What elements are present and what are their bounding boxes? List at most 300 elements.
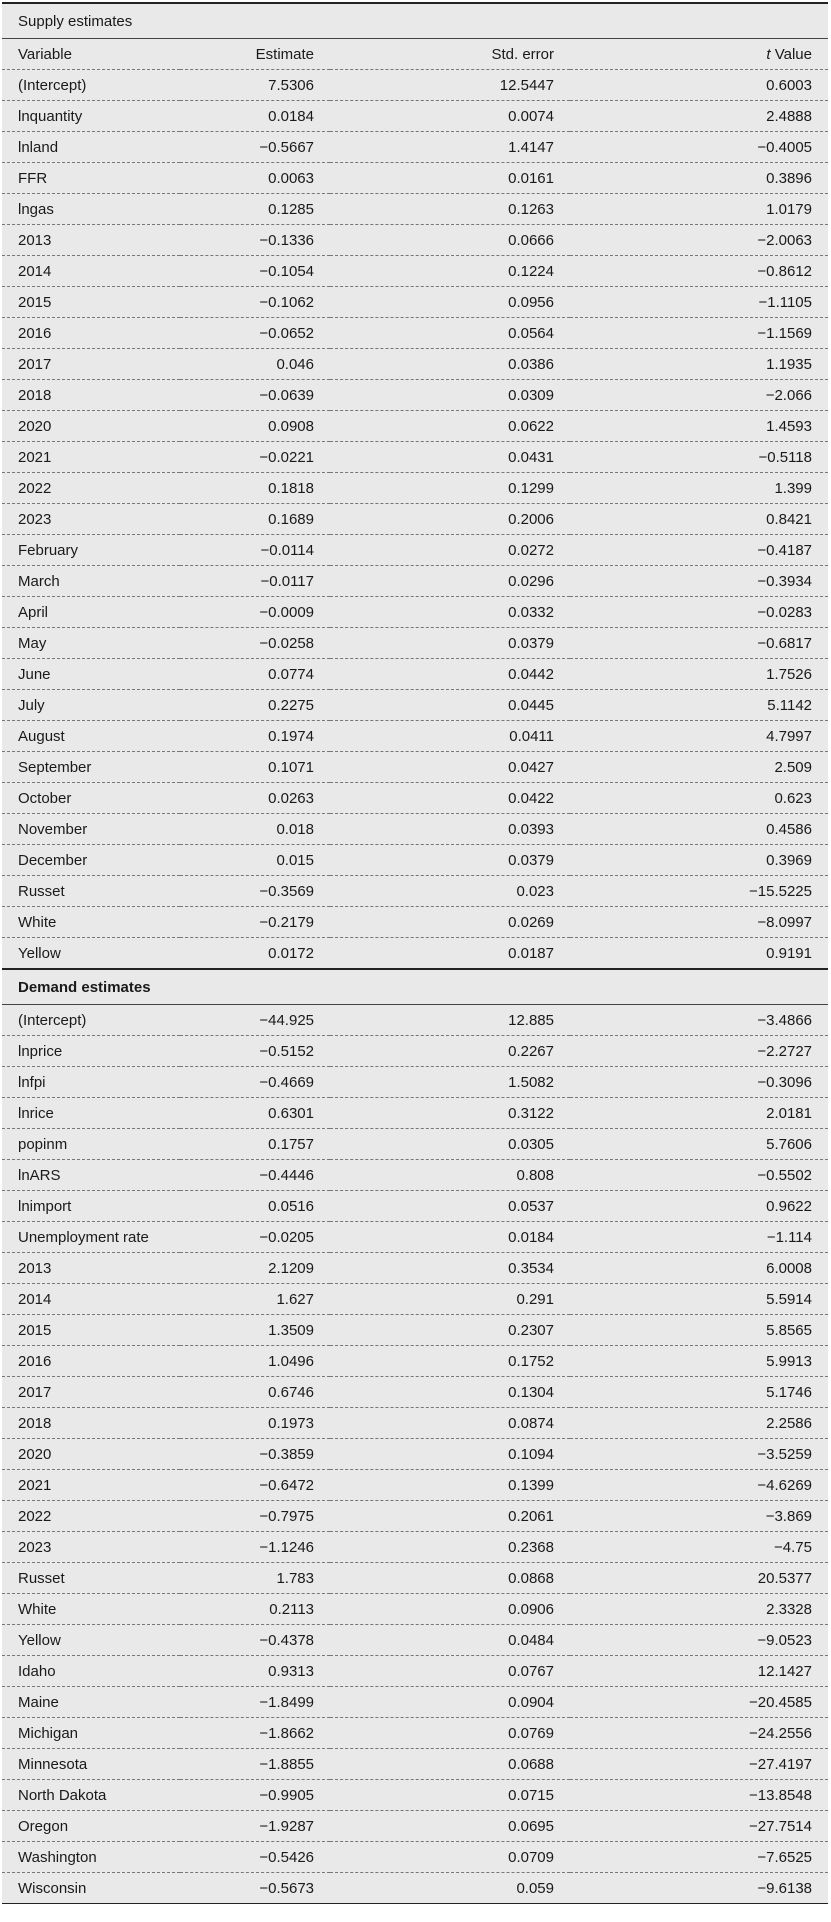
std-error-cell: 0.1263 (330, 194, 570, 225)
estimate-cell: −0.0652 (180, 318, 330, 349)
variable-cell: 2016 (2, 318, 180, 349)
std-error-cell: 0.2267 (330, 1036, 570, 1067)
t-value-cell: −15.5225 (570, 876, 828, 907)
std-error-cell: 0.808 (330, 1160, 570, 1191)
std-error-cell: 1.4147 (330, 132, 570, 163)
variable-cell: FFR (2, 163, 180, 194)
demand-row (2, 1811, 828, 1842)
std-error-cell: 0.0379 (330, 628, 570, 659)
t-value-cell: −2.0063 (570, 225, 828, 256)
t-value-cell: −2.066 (570, 380, 828, 411)
std-error-cell: 0.0269 (330, 907, 570, 938)
supply-row (2, 628, 828, 659)
estimate-cell: −1.9287 (180, 1811, 330, 1842)
t-value-cell: −1.1569 (570, 318, 828, 349)
estimate-cell: −0.0205 (180, 1222, 330, 1253)
estimate-cell: −0.9905 (180, 1780, 330, 1811)
estimate-cell: 0.1818 (180, 473, 330, 504)
supply-row (2, 318, 828, 349)
std-error-cell: 0.0305 (330, 1129, 570, 1160)
variable-cell: White (2, 907, 180, 938)
std-error-cell: 0.291 (330, 1284, 570, 1315)
demand-row (2, 1160, 828, 1191)
std-error-cell: 0.0537 (330, 1191, 570, 1222)
std-error-cell: 0.0709 (330, 1842, 570, 1873)
variable-cell: May (2, 628, 180, 659)
supply-row (2, 256, 828, 287)
estimate-cell: −1.8499 (180, 1687, 330, 1718)
estimate-cell: 0.1285 (180, 194, 330, 225)
demand-row (2, 1284, 828, 1315)
estimate-cell: −0.1336 (180, 225, 330, 256)
variable-cell: 2022 (2, 1501, 180, 1532)
demand-row (2, 1718, 828, 1749)
supply-row (2, 70, 828, 101)
t-value-cell: −0.6817 (570, 628, 828, 659)
std-error-cell: 0.0695 (330, 1811, 570, 1842)
estimate-cell: −0.3859 (180, 1439, 330, 1470)
demand-row (2, 1377, 828, 1408)
std-error-cell: 0.2307 (330, 1315, 570, 1346)
t-value-cell: −27.7514 (570, 1811, 828, 1842)
variable-cell: (Intercept) (2, 1005, 180, 1036)
variable-cell: 2020 (2, 1439, 180, 1470)
t-value-cell: −20.4585 (570, 1687, 828, 1718)
estimate-cell: −0.4669 (180, 1067, 330, 1098)
header-std-error: Std. error (330, 39, 570, 70)
estimate-cell: −0.0221 (180, 442, 330, 473)
t-value-cell: 12.1427 (570, 1656, 828, 1687)
t-value-cell: −2.2727 (570, 1036, 828, 1067)
variable-cell: 2023 (2, 1532, 180, 1563)
std-error-cell: 0.2006 (330, 504, 570, 535)
std-error-cell: 0.0767 (330, 1656, 570, 1687)
estimate-cell: −0.5152 (180, 1036, 330, 1067)
supply-row (2, 349, 828, 380)
variable-cell: 2013 (2, 1253, 180, 1284)
std-error-cell: 0.0187 (330, 938, 570, 970)
variable-cell: 2014 (2, 256, 180, 287)
estimate-cell: −0.0639 (180, 380, 330, 411)
t-value-cell: 0.8421 (570, 504, 828, 535)
t-value-cell: −0.0283 (570, 597, 828, 628)
demand-row (2, 1346, 828, 1377)
std-error-cell: 0.0666 (330, 225, 570, 256)
variable-cell: lnrice (2, 1098, 180, 1129)
t-value-cell: −0.3934 (570, 566, 828, 597)
std-error-cell: 0.0484 (330, 1625, 570, 1656)
demand-row (2, 1687, 828, 1718)
std-error-cell: 0.1399 (330, 1470, 570, 1501)
std-error-cell: 0.0074 (330, 101, 570, 132)
estimate-cell: 0.0774 (180, 659, 330, 690)
supply-row (2, 690, 828, 721)
supply-row (2, 225, 828, 256)
std-error-cell: 0.0296 (330, 566, 570, 597)
std-error-cell: 0.0445 (330, 690, 570, 721)
t-value-cell: 1.0179 (570, 194, 828, 225)
supply-section-header (2, 4, 828, 39)
t-value-cell: −0.5118 (570, 442, 828, 473)
supply-row (2, 659, 828, 690)
variable-cell: Oregon (2, 1811, 180, 1842)
estimate-cell: −0.5673 (180, 1873, 330, 1904)
supply-row (2, 442, 828, 473)
variable-cell: 2016 (2, 1346, 180, 1377)
variable-cell: Minnesota (2, 1749, 180, 1780)
estimate-cell: −0.0258 (180, 628, 330, 659)
variable-cell: February (2, 535, 180, 566)
supply-row (2, 566, 828, 597)
estimate-cell: 0.0172 (180, 938, 330, 970)
demand-row (2, 1873, 828, 1904)
std-error-cell: 0.0906 (330, 1594, 570, 1625)
demand-row (2, 1253, 828, 1284)
demand-row (2, 1532, 828, 1563)
std-error-cell: 0.0161 (330, 163, 570, 194)
estimate-cell: −0.4378 (180, 1625, 330, 1656)
demand-row (2, 1594, 828, 1625)
t-value-cell: −27.4197 (570, 1749, 828, 1780)
demand-row (2, 1625, 828, 1656)
supply-row (2, 380, 828, 411)
estimate-cell: −1.8855 (180, 1749, 330, 1780)
estimate-cell: −0.1062 (180, 287, 330, 318)
supply-row (2, 194, 828, 225)
std-error-cell: 0.0431 (330, 442, 570, 473)
std-error-cell: 1.5082 (330, 1067, 570, 1098)
t-value-cell: −0.4005 (570, 132, 828, 163)
estimate-cell: 0.0263 (180, 783, 330, 814)
supply-row (2, 783, 828, 814)
t-value-cell: 0.9191 (570, 938, 828, 970)
demand-row (2, 1439, 828, 1470)
t-value-cell: −7.6525 (570, 1842, 828, 1873)
t-value-cell: −3.869 (570, 1501, 828, 1532)
estimate-cell: 0.0516 (180, 1191, 330, 1222)
std-error-cell: 0.0715 (330, 1780, 570, 1811)
t-value-cell: 2.509 (570, 752, 828, 783)
std-error-cell: 0.0956 (330, 287, 570, 318)
t-value-cell: −0.3096 (570, 1067, 828, 1098)
estimate-cell: −0.1054 (180, 256, 330, 287)
std-error-cell: 0.0332 (330, 597, 570, 628)
std-error-cell: 0.0272 (330, 535, 570, 566)
header-estimate: Estimate (180, 39, 330, 70)
t-value-cell: 2.2586 (570, 1408, 828, 1439)
t-value-cell: −0.8612 (570, 256, 828, 287)
variable-cell: 2013 (2, 225, 180, 256)
std-error-cell: 0.1299 (330, 473, 570, 504)
estimate-cell: 1.783 (180, 1563, 330, 1594)
demand-row (2, 1842, 828, 1873)
column-header-row (2, 39, 828, 70)
supply-title: Supply estimates (2, 4, 828, 39)
std-error-cell: 0.0622 (330, 411, 570, 442)
variable-cell: Yellow (2, 938, 180, 970)
t-value-cell: 5.1142 (570, 690, 828, 721)
demand-row (2, 1191, 828, 1222)
t-value-cell: 2.0181 (570, 1098, 828, 1129)
t-value-cell: −4.6269 (570, 1470, 828, 1501)
t-value-cell: 0.623 (570, 783, 828, 814)
header-variable: Variable (2, 39, 180, 70)
estimate-cell: −0.7975 (180, 1501, 330, 1532)
std-error-cell: 0.0769 (330, 1718, 570, 1749)
std-error-cell: 0.0868 (330, 1563, 570, 1594)
t-value-cell: −9.6138 (570, 1873, 828, 1904)
demand-row (2, 1780, 828, 1811)
demand-row (2, 1656, 828, 1687)
std-error-cell: 0.0874 (330, 1408, 570, 1439)
supply-row (2, 411, 828, 442)
variable-cell: lngas (2, 194, 180, 225)
variable-cell: 2021 (2, 1470, 180, 1501)
t-value-cell: 1.7526 (570, 659, 828, 690)
variable-cell: lnfpi (2, 1067, 180, 1098)
t-value-cell: 1.4593 (570, 411, 828, 442)
supply-row (2, 163, 828, 194)
estimate-cell: −0.2179 (180, 907, 330, 938)
estimate-cell: 0.1689 (180, 504, 330, 535)
t-value-cell: 5.8565 (570, 1315, 828, 1346)
supply-row (2, 597, 828, 628)
estimate-cell: 2.1209 (180, 1253, 330, 1284)
t-value-cell: −8.0997 (570, 907, 828, 938)
t-value-cell: −13.8548 (570, 1780, 828, 1811)
supply-row (2, 535, 828, 566)
std-error-cell: 0.0688 (330, 1749, 570, 1780)
variable-cell: lnARS (2, 1160, 180, 1191)
header-t-italic: t (766, 45, 771, 63)
estimate-cell: 0.2275 (180, 690, 330, 721)
variable-cell: 2018 (2, 1408, 180, 1439)
t-value-cell: 6.0008 (570, 1253, 828, 1284)
supply-row (2, 876, 828, 907)
demand-row (2, 1563, 828, 1594)
supply-row (2, 938, 828, 970)
variable-cell: 2023 (2, 504, 180, 535)
variable-cell: Russet (2, 1563, 180, 1594)
std-error-cell: 12.5447 (330, 70, 570, 101)
demand-row (2, 1501, 828, 1532)
t-value-cell: 0.9622 (570, 1191, 828, 1222)
header-t-rest: Value (770, 45, 812, 63)
variable-cell: 2017 (2, 1377, 180, 1408)
estimate-cell: 7.5306 (180, 70, 330, 101)
variable-cell: April (2, 597, 180, 628)
std-error-cell: 0.1094 (330, 1439, 570, 1470)
estimate-cell: −0.0117 (180, 566, 330, 597)
std-error-cell: 0.0309 (330, 380, 570, 411)
estimate-cell: 0.0063 (180, 163, 330, 194)
variable-cell: June (2, 659, 180, 690)
std-error-cell: 0.0904 (330, 1687, 570, 1718)
t-value-cell: 4.7997 (570, 721, 828, 752)
variable-cell: Wisconsin (2, 1873, 180, 1904)
estimate-cell: −0.3569 (180, 876, 330, 907)
estimate-cell: −0.5426 (180, 1842, 330, 1873)
t-value-cell: −0.4187 (570, 535, 828, 566)
estimate-cell: 1.3509 (180, 1315, 330, 1346)
variable-cell: lnimport (2, 1191, 180, 1222)
estimate-cell: 0.1757 (180, 1129, 330, 1160)
variable-cell: March (2, 566, 180, 597)
supply-row (2, 721, 828, 752)
std-error-cell: 0.0184 (330, 1222, 570, 1253)
estimate-cell: 1.0496 (180, 1346, 330, 1377)
variable-cell: lnquantity (2, 101, 180, 132)
t-value-cell: 2.3328 (570, 1594, 828, 1625)
std-error-cell: 0.1304 (330, 1377, 570, 1408)
variable-cell: 2015 (2, 1315, 180, 1346)
t-value-cell: −0.5502 (570, 1160, 828, 1191)
variable-cell: North Dakota (2, 1780, 180, 1811)
variable-cell: 2021 (2, 442, 180, 473)
variable-cell: September (2, 752, 180, 783)
estimate-cell: 0.2113 (180, 1594, 330, 1625)
demand-row (2, 1315, 828, 1346)
estimates-table-body (2, 3, 828, 1904)
estimate-cell: 1.627 (180, 1284, 330, 1315)
t-value-cell: −1.114 (570, 1222, 828, 1253)
estimate-cell: 0.1973 (180, 1408, 330, 1439)
variable-cell: July (2, 690, 180, 721)
estimate-cell: −1.8662 (180, 1718, 330, 1749)
demand-row (2, 1749, 828, 1780)
variable-cell: 2018 (2, 380, 180, 411)
t-value-cell: 1.1935 (570, 349, 828, 380)
t-value-cell: −24.2556 (570, 1718, 828, 1749)
estimate-cell: −0.4446 (180, 1160, 330, 1191)
t-value-cell: 0.3969 (570, 845, 828, 876)
estimate-cell: 0.0908 (180, 411, 330, 442)
supply-row (2, 132, 828, 163)
supply-row (2, 473, 828, 504)
std-error-cell: 0.3122 (330, 1098, 570, 1129)
estimate-cell: 0.1974 (180, 721, 330, 752)
variable-cell: November (2, 814, 180, 845)
t-value-cell: 2.4888 (570, 101, 828, 132)
estimate-cell: 0.018 (180, 814, 330, 845)
estimate-cell: 0.046 (180, 349, 330, 380)
t-value-cell: −9.0523 (570, 1625, 828, 1656)
estimate-cell: 0.015 (180, 845, 330, 876)
variable-cell: October (2, 783, 180, 814)
std-error-cell: 0.0386 (330, 349, 570, 380)
std-error-cell: 0.1224 (330, 256, 570, 287)
variable-cell: (Intercept) (2, 70, 180, 101)
std-error-cell: 0.0442 (330, 659, 570, 690)
estimate-cell: −1.1246 (180, 1532, 330, 1563)
std-error-cell: 0.2368 (330, 1532, 570, 1563)
demand-section-header (2, 969, 828, 1005)
t-value-cell: −1.1105 (570, 287, 828, 318)
t-value-cell: 5.1746 (570, 1377, 828, 1408)
variable-cell: Yellow (2, 1625, 180, 1656)
std-error-cell: 0.0411 (330, 721, 570, 752)
std-error-cell: 0.059 (330, 1873, 570, 1904)
demand-row (2, 1408, 828, 1439)
variable-cell: lnland (2, 132, 180, 163)
demand-row (2, 1470, 828, 1501)
demand-row (2, 1129, 828, 1160)
supply-row (2, 814, 828, 845)
supply-row (2, 907, 828, 938)
demand-row (2, 1098, 828, 1129)
variable-cell: 2020 (2, 411, 180, 442)
t-value-cell: 1.399 (570, 473, 828, 504)
t-value-cell: 0.4586 (570, 814, 828, 845)
std-error-cell: 0.0379 (330, 845, 570, 876)
t-value-cell: −3.5259 (570, 1439, 828, 1470)
supply-row (2, 101, 828, 132)
variable-cell: Maine (2, 1687, 180, 1718)
variable-cell: Washington (2, 1842, 180, 1873)
std-error-cell: 0.0427 (330, 752, 570, 783)
std-error-cell: 0.0564 (330, 318, 570, 349)
variable-cell: 2017 (2, 349, 180, 380)
t-value-cell: 5.7606 (570, 1129, 828, 1160)
estimate-cell: 0.6301 (180, 1098, 330, 1129)
variable-cell: Idaho (2, 1656, 180, 1687)
estimate-cell: −0.5667 (180, 132, 330, 163)
t-value-cell: 0.6003 (570, 70, 828, 101)
t-value-cell: 0.3896 (570, 163, 828, 194)
demand-row (2, 1005, 828, 1036)
variable-cell: Michigan (2, 1718, 180, 1749)
std-error-cell: 0.3534 (330, 1253, 570, 1284)
t-value-cell: 5.5914 (570, 1284, 828, 1315)
t-value-cell: 20.5377 (570, 1563, 828, 1594)
estimate-cell: −0.6472 (180, 1470, 330, 1501)
t-value-cell: 5.9913 (570, 1346, 828, 1377)
estimate-cell: −44.925 (180, 1005, 330, 1036)
variable-cell: popinm (2, 1129, 180, 1160)
demand-row (2, 1222, 828, 1253)
estimate-cell: 0.9313 (180, 1656, 330, 1687)
supply-row (2, 504, 828, 535)
estimate-cell: −0.0009 (180, 597, 330, 628)
variable-cell: Unemployment rate (2, 1222, 180, 1253)
variable-cell: Russet (2, 876, 180, 907)
variable-cell: White (2, 1594, 180, 1625)
supply-row (2, 752, 828, 783)
demand-title: Demand estimates (2, 969, 828, 1005)
variable-cell: August (2, 721, 180, 752)
estimate-cell: −0.0114 (180, 535, 330, 566)
variable-cell: lnprice (2, 1036, 180, 1067)
std-error-cell: 12.885 (330, 1005, 570, 1036)
variable-cell: December (2, 845, 180, 876)
std-error-cell: 0.0393 (330, 814, 570, 845)
demand-row (2, 1036, 828, 1067)
supply-row (2, 845, 828, 876)
std-error-cell: 0.1752 (330, 1346, 570, 1377)
estimate-cell: 0.6746 (180, 1377, 330, 1408)
estimates-table (2, 2, 828, 1904)
estimate-cell: 0.1071 (180, 752, 330, 783)
std-error-cell: 0.0422 (330, 783, 570, 814)
demand-row (2, 1067, 828, 1098)
std-error-cell: 0.023 (330, 876, 570, 907)
supply-row (2, 287, 828, 318)
variable-cell: 2014 (2, 1284, 180, 1315)
header-t-value (570, 39, 828, 70)
variable-cell: 2022 (2, 473, 180, 504)
t-value-cell: −3.4866 (570, 1005, 828, 1036)
estimate-cell: 0.0184 (180, 101, 330, 132)
